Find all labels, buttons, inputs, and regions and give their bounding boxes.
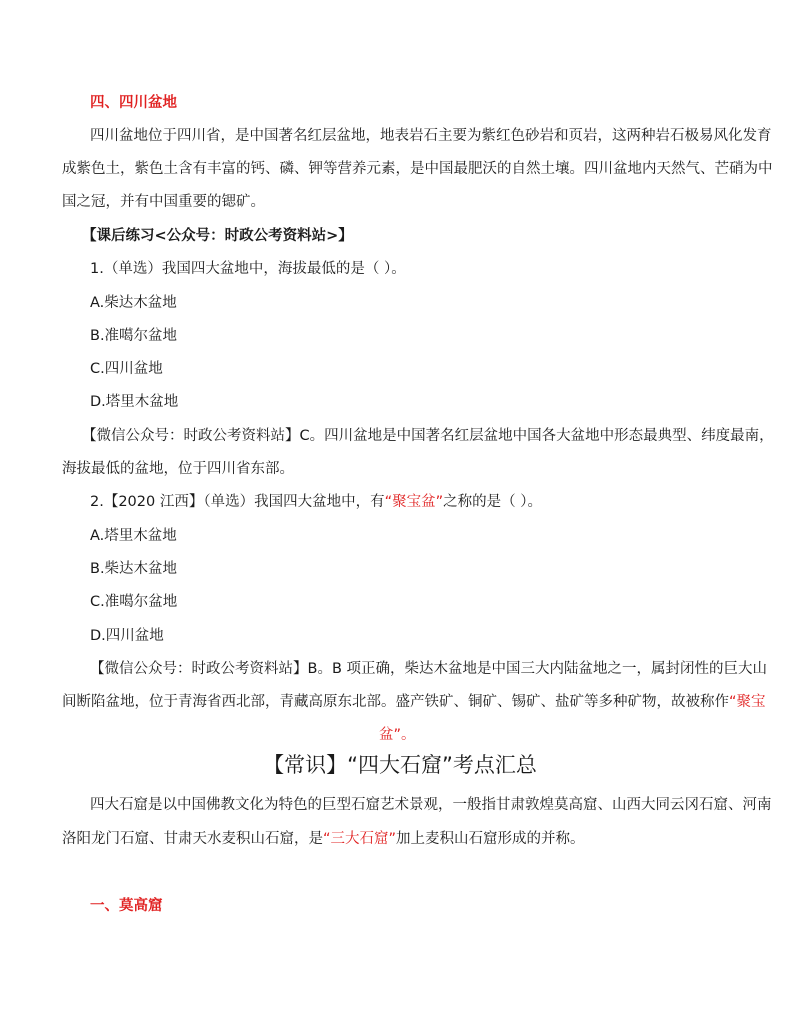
question-stem-1: 1.（单选）我国四大盆地中，海拔最低的是（ ）。 [90, 261, 406, 277]
q2-answer-text: 间断陷盆地，位于青海省西北部，青藏高原东北部。盛产铁矿、铜矿、锡矿、盐矿等多种矿物，故被称作 [62, 694, 729, 710]
q1-option-d: D.塔里木盆地 [90, 394, 179, 410]
q2-stem-text: 之称的是（ ）。 [443, 494, 542, 510]
q1-answer-line: 【微信公众号：时政公考资料站】C。四川盆地是中国著名红层盆地中国各大盆地中形态最典型、纬度最南， [82, 428, 774, 444]
q2-answer-highlight-continued: 盆”。 [379, 727, 416, 743]
q1-option-a: A.柴达木盆地 [90, 295, 177, 311]
sub-heading-mogao-grottoes: 一、莫高窟 [90, 898, 163, 914]
paragraph-line: 国之冠，并有中国重要的锶矿。 [62, 194, 265, 210]
paragraph-highlight: “三大石窟” [323, 831, 397, 847]
paragraph-line [62, 829, 585, 849]
paragraph-text: 洛阳龙门石窟、甘肃天水麦积山石窟，是 [62, 831, 323, 847]
paragraph-line: 成紫色土，紫色土含有丰富的钙、磷、钾等营养元素，是中国最肥沃的自然土壤。四川盆地内天然气、芒硝为中 [62, 161, 773, 177]
q2-answer-highlight: “聚宝 [729, 694, 766, 710]
q2-option-d: D.四川盆地 [90, 628, 164, 644]
q2-answer-line: 【微信公众号：时政公考资料站】B。B 项正确，柴达木盆地是中国三大内陆盆地之一，属封闭性的巨大山 [90, 661, 767, 677]
q1-option-c: C.四川盆地 [90, 361, 163, 377]
paragraph-text: 加上麦积山石窟形成的并称。 [396, 831, 585, 847]
section-heading-sichuan-basin: 四、四川盆地 [90, 95, 177, 111]
q1-answer-line: 海拔最低的盆地，位于四川省东部。 [62, 461, 294, 477]
q2-option-c: C.准噶尔盆地 [90, 594, 178, 610]
q2-option-b: B.柴达木盆地 [90, 561, 178, 577]
exercise-heading: 【课后练习<公众号：时政公考资料站>】 [82, 228, 353, 244]
q2-stem-text: 2.【2020 江西】（单选）我国四大盆地中，有 [90, 494, 385, 510]
section-title-four-grottoes: 【常识】“四大石窟”考点汇总 [263, 753, 537, 777]
q2-stem-highlight: “聚宝盆” [384, 494, 444, 510]
question-stem-2 [90, 492, 542, 512]
q2-option-a: A.塔里木盆地 [90, 528, 177, 544]
paragraph-line: 四大石窟是以中国佛教文化为特色的巨型石窟艺术景观，一般指甘肃敦煌莫高窟、山西大同云冈石窟、河南 [90, 797, 772, 813]
q2-answer-line [62, 692, 766, 712]
q1-option-b: B.准噶尔盆地 [90, 328, 178, 344]
paragraph-line: 四川盆地位于四川省，是中国著名红层盆地，地表岩石主要为紫红色砂岩和页岩，这两种岩石极易风化发育 [90, 128, 772, 144]
